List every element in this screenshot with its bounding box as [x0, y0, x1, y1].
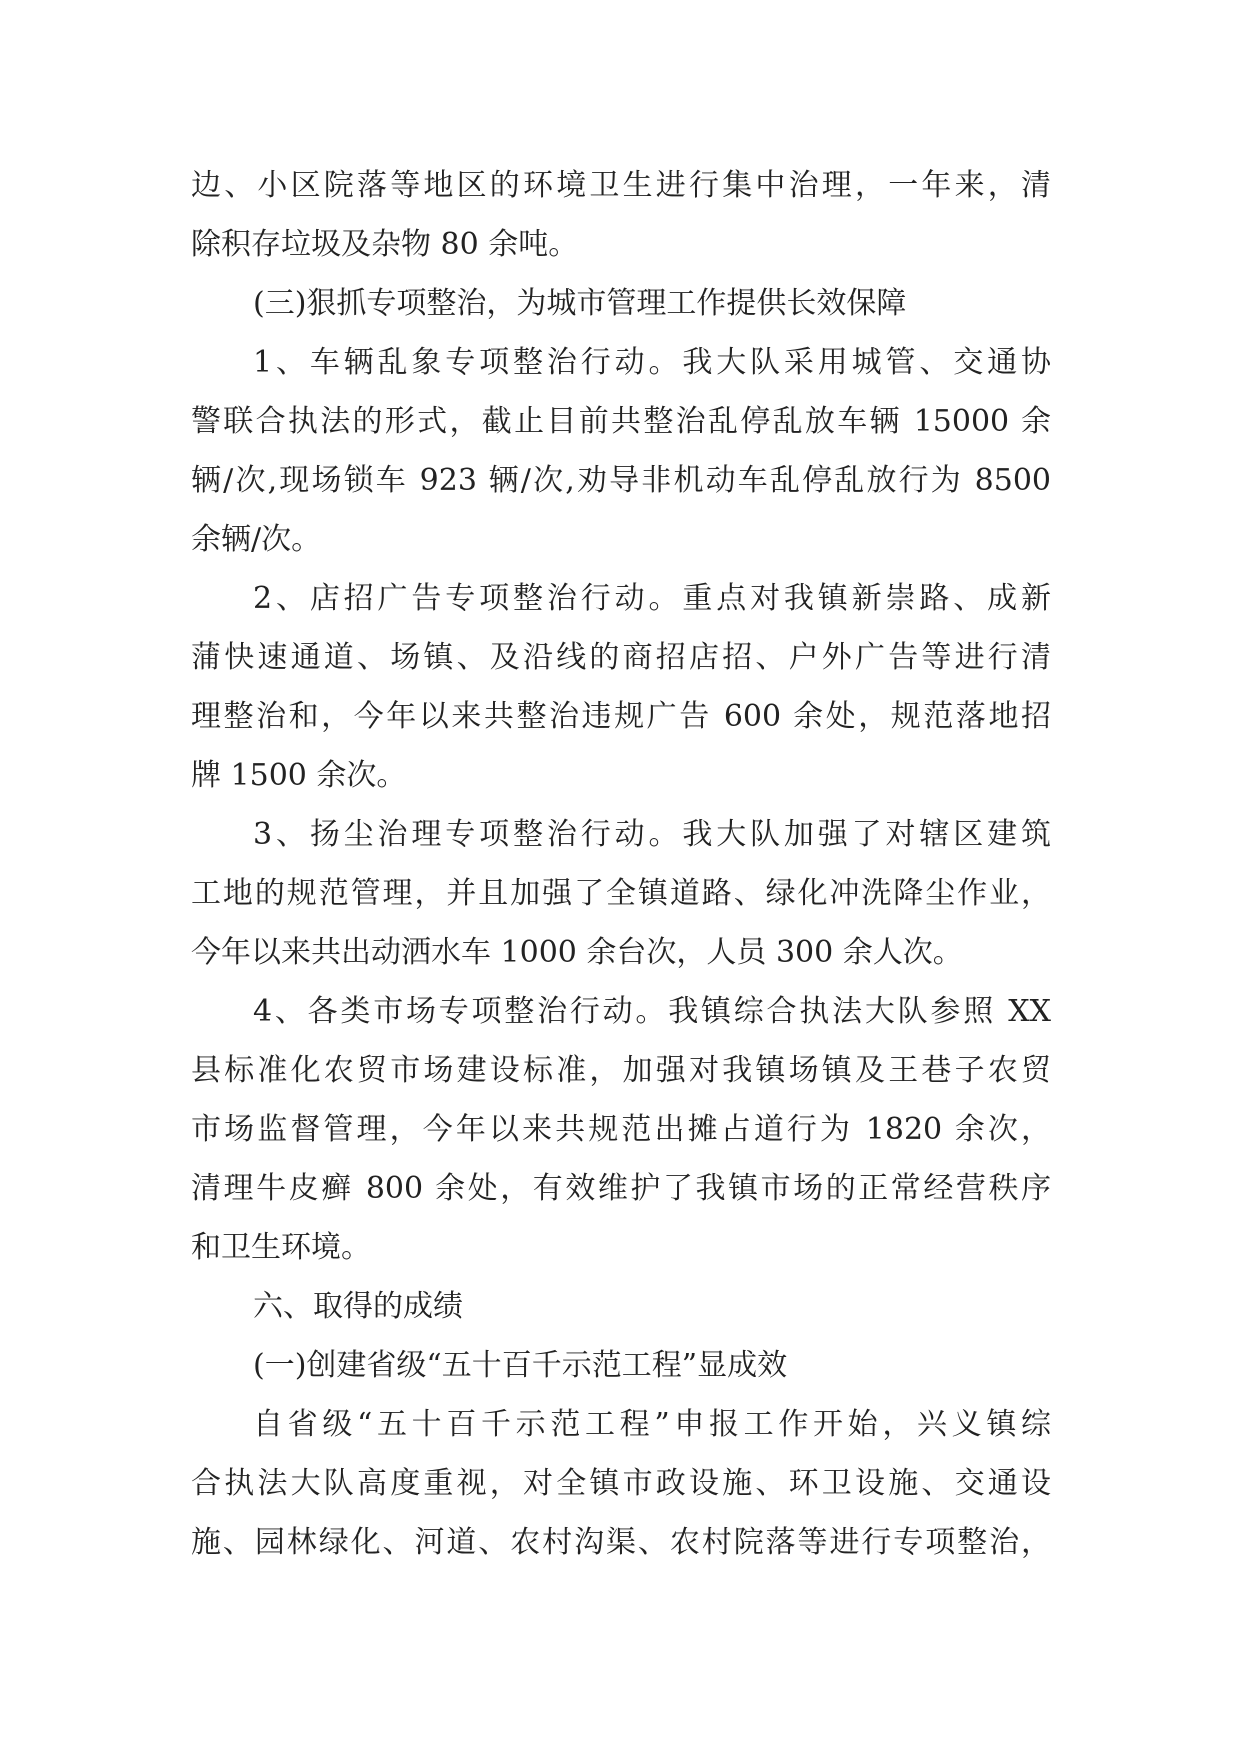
section-heading: (三)狠抓专项整治，为城市管理工作提供长效保障	[253, 286, 907, 321]
document-body	[191, 156, 1051, 1572]
text-line: 理整治和，今年以来共整治违规广告 600 余处，规范落地招	[191, 699, 1051, 734]
text-line: 余辆/次。	[191, 522, 322, 557]
text-line: 4、各类市场专项整治行动。我镇综合执法大队参照 XX	[253, 994, 1051, 1029]
text-line: 辆/次,现场锁车 923 辆/次,劝导非机动车乱停乱放行为 8500	[191, 463, 1051, 498]
text-line: 1、车辆乱象专项整治行动。我大队采用城管、交通协	[253, 345, 1051, 380]
text-line: 边、小区院落等地区的环境卫生进行集中治理，一年来，清	[191, 168, 1051, 203]
section-heading: (一)创建省级“五十百千示范工程”显成效	[253, 1348, 788, 1383]
text-line: 除积存垃圾及杂物 80 余吨。	[191, 227, 579, 262]
text-line: 工地的规范管理，并且加强了全镇道路、绿化冲洗降尘作业，	[191, 876, 1051, 911]
text-line: 今年以来共出动洒水车 1000 余台次，人员 300 余人次。	[191, 935, 963, 970]
text-line: 市场监督管理，今年以来共规范出摊占道行为 1820 余次，	[191, 1112, 1051, 1147]
section-heading: 六、取得的成绩	[253, 1289, 463, 1324]
text-line: 3、扬尘治理专项整治行动。我大队加强了对辖区建筑	[253, 817, 1051, 852]
text-line: 牌 1500 余次。	[191, 758, 407, 793]
text-line: 自省级“五十百千示范工程”申报工作开始，兴义镇综	[253, 1407, 1051, 1442]
text-line: 警联合执法的形式，截止目前共整治乱停乱放车辆 15000 余	[191, 404, 1051, 439]
text-line: 2、店招广告专项整治行动。重点对我镇新崇路、成新	[253, 581, 1051, 616]
text-line: 清理牛皮癣 800 余处，有效维护了我镇市场的正常经营秩序	[191, 1171, 1051, 1206]
text-line: 合执法大队高度重视，对全镇市政设施、环卫设施、交通设	[191, 1466, 1051, 1501]
text-line: 施、园林绿化、河道、农村沟渠、农村院落等进行专项整治，	[191, 1525, 1051, 1560]
text-line: 和卫生环境。	[191, 1230, 371, 1265]
text-line: 蒲快速通道、场镇、及沿线的商招店招、户外广告等进行清	[191, 640, 1051, 675]
text-line: 县标准化农贸市场建设标准，加强对我镇场镇及王巷子农贸	[191, 1053, 1051, 1088]
